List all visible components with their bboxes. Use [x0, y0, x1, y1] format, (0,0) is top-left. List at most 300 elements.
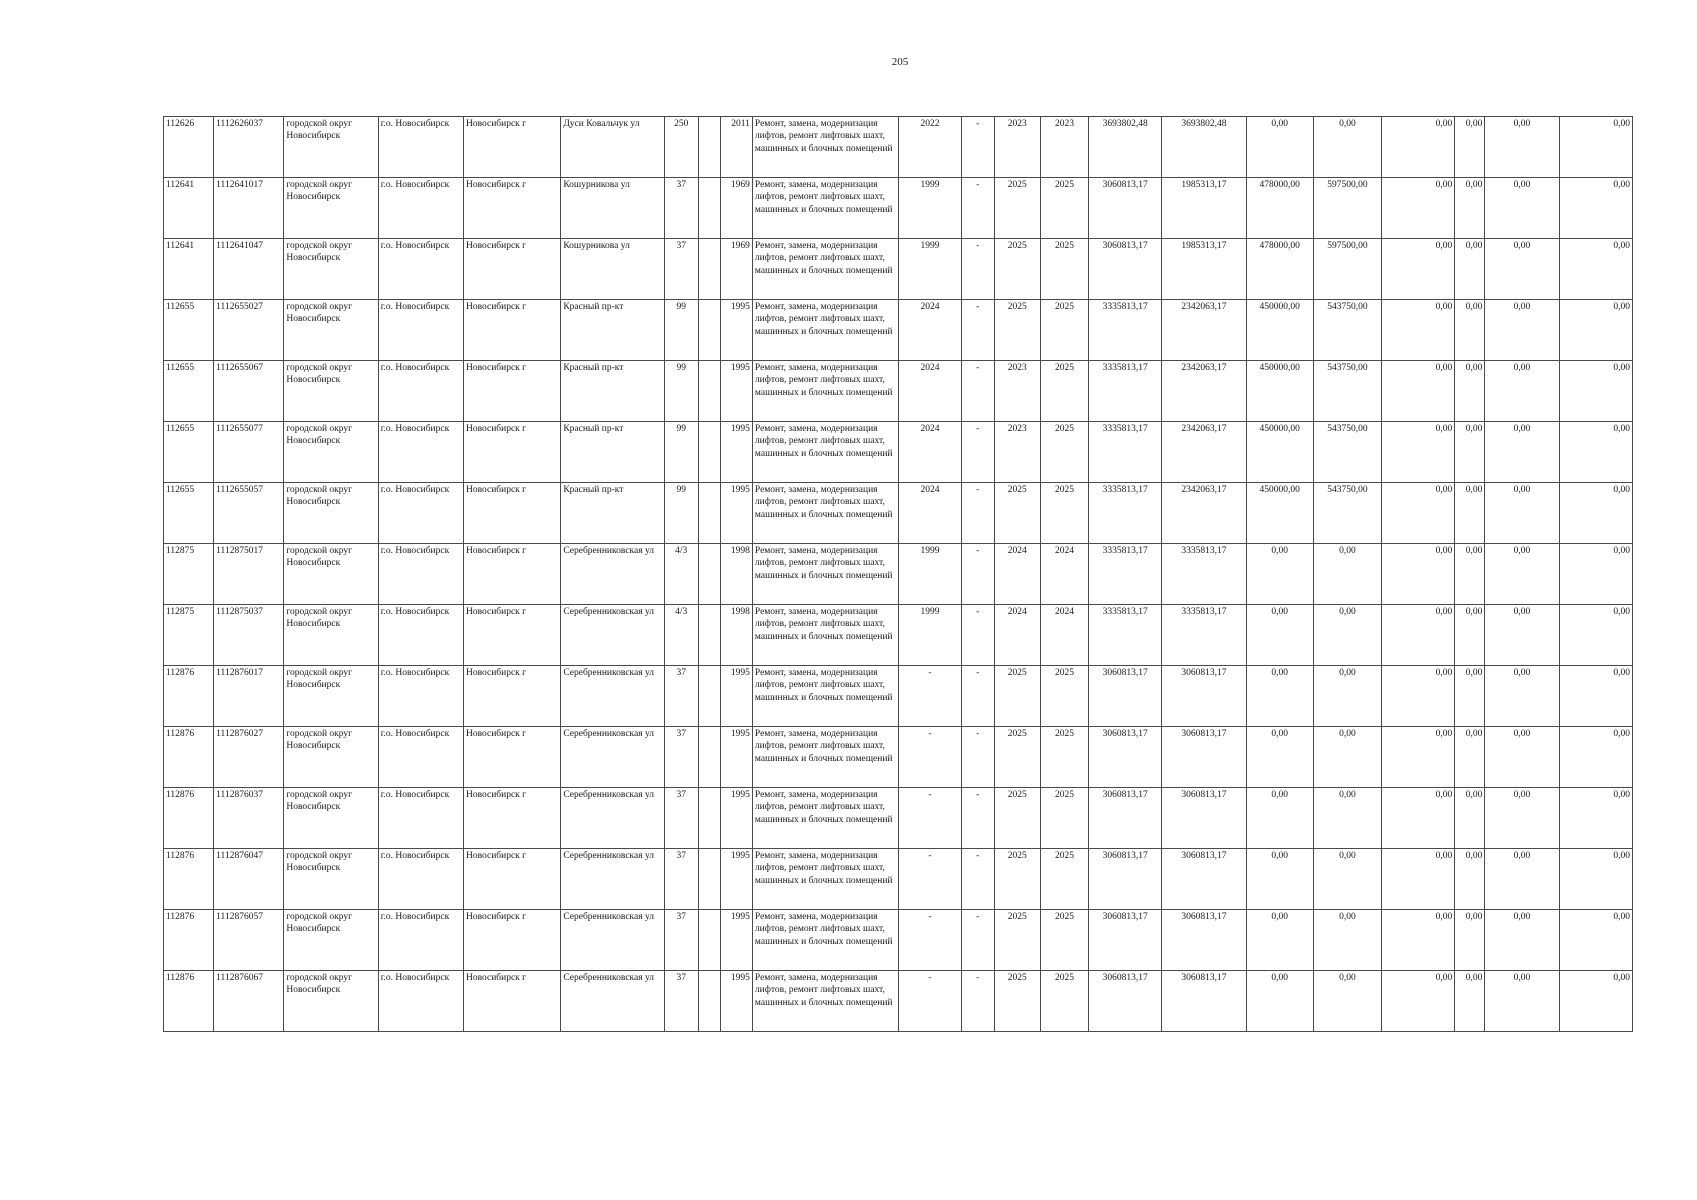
house-number-cell: 99: [664, 300, 698, 361]
object-id-cell: 1112876057: [214, 910, 284, 971]
regional-fund-cost-cell: 3693802,48: [1162, 117, 1246, 178]
work-type-cell: Ремонт, замена, модернизация лифтов, ремонт лифтовых шахт, машинных и блочных помещений: [752, 788, 898, 849]
street-cell: Красный пр-кт: [561, 300, 664, 361]
last-repair-year-cell: 2024: [899, 483, 961, 544]
other-funds-cell: 0,00: [1313, 849, 1381, 910]
extra-funds-cell: 0,00: [1559, 849, 1632, 910]
year-built-cell: 1995: [720, 788, 752, 849]
year-built-cell: 1995: [720, 971, 752, 1032]
object-id-cell: 1112876037: [214, 788, 284, 849]
dash-column-cell: -: [961, 910, 994, 971]
table-row: [164, 483, 1633, 544]
total-cost-cell: 3060813,17: [1089, 178, 1162, 239]
building-cell: [698, 666, 720, 727]
federal-funds-cell: 0,00: [1381, 422, 1454, 483]
settlement-cell: г.о. Новосибирск: [378, 117, 463, 178]
budget-funds-cell: 0,00: [1455, 971, 1485, 1032]
total-cost-cell: 3335813,17: [1089, 361, 1162, 422]
settlement-cell: г.о. Новосибирск: [378, 178, 463, 239]
street-cell: Серебренниковская ул: [561, 971, 664, 1032]
settlement-cell: г.о. Новосибирск: [378, 788, 463, 849]
municipality-cell: городской округ Новосибирск: [284, 300, 378, 361]
last-repair-year-cell: -: [899, 849, 961, 910]
year-built-cell: 1969: [720, 178, 752, 239]
extra-funds-cell: 0,00: [1559, 727, 1632, 788]
total-cost-cell: 3335813,17: [1089, 605, 1162, 666]
last-repair-year-cell: 2024: [899, 422, 961, 483]
federal-funds-cell: 0,00: [1381, 849, 1454, 910]
local-budget-cell: 0,00: [1485, 666, 1559, 727]
table-row: [164, 178, 1633, 239]
plan-start-year-cell: 2024: [994, 544, 1040, 605]
plan-start-year-cell: 2023: [994, 361, 1040, 422]
budget-funds-cell: 0,00: [1455, 117, 1485, 178]
other-funds-cell: 543750,00: [1313, 361, 1381, 422]
object-id-cell: 1112655027: [214, 300, 284, 361]
regional-fund-cost-cell: 1985313,17: [1162, 178, 1246, 239]
work-type-cell: Ремонт, замена, модернизация лифтов, ремонт лифтовых шахт, машинных и блочных помещений: [752, 910, 898, 971]
plan-start-year-cell: 2025: [994, 300, 1040, 361]
other-funds-cell: 0,00: [1313, 666, 1381, 727]
local-budget-cell: 0,00: [1485, 788, 1559, 849]
budget-funds-cell: 0,00: [1455, 483, 1485, 544]
dash-column-cell: -: [961, 605, 994, 666]
municipality-cell: городской округ Новосибирск: [284, 910, 378, 971]
federal-funds-cell: 0,00: [1381, 544, 1454, 605]
regional-fund-cost-cell: 2342063,17: [1162, 483, 1246, 544]
last-repair-year-cell: -: [899, 666, 961, 727]
city-cell: Новосибирск г: [463, 910, 560, 971]
dash-column-cell: -: [961, 849, 994, 910]
plan-end-year-cell: 2025: [1040, 727, 1088, 788]
house-code-cell: 112876: [164, 971, 214, 1032]
plan-end-year-cell: 2025: [1040, 300, 1088, 361]
owners-funds-cell: 0,00: [1246, 666, 1313, 727]
extra-funds-cell: 0,00: [1559, 483, 1632, 544]
street-cell: Серебренниковская ул: [561, 666, 664, 727]
budget-funds-cell: 0,00: [1455, 300, 1485, 361]
other-funds-cell: 597500,00: [1313, 239, 1381, 300]
street-cell: Серебренниковская ул: [561, 727, 664, 788]
house-number-cell: 37: [664, 666, 698, 727]
house-code-cell: 112876: [164, 910, 214, 971]
total-cost-cell: 3335813,17: [1089, 300, 1162, 361]
last-repair-year-cell: 1999: [899, 178, 961, 239]
regional-fund-cost-cell: 3060813,17: [1162, 971, 1246, 1032]
owners-funds-cell: 0,00: [1246, 544, 1313, 605]
dash-column-cell: -: [961, 422, 994, 483]
table-row: [164, 117, 1633, 178]
regional-fund-cost-cell: 3060813,17: [1162, 788, 1246, 849]
owners-funds-cell: 0,00: [1246, 605, 1313, 666]
budget-funds-cell: 0,00: [1455, 605, 1485, 666]
object-id-cell: 1112655057: [214, 483, 284, 544]
year-built-cell: 1995: [720, 483, 752, 544]
owners-funds-cell: 0,00: [1246, 727, 1313, 788]
owners-funds-cell: 478000,00: [1246, 178, 1313, 239]
last-repair-year-cell: 1999: [899, 605, 961, 666]
street-cell: Серебренниковская ул: [561, 849, 664, 910]
dash-column-cell: -: [961, 666, 994, 727]
last-repair-year-cell: 2022: [899, 117, 961, 178]
local-budget-cell: 0,00: [1485, 971, 1559, 1032]
municipality-cell: городской округ Новосибирск: [284, 239, 378, 300]
local-budget-cell: 0,00: [1485, 544, 1559, 605]
street-cell: Красный пр-кт: [561, 422, 664, 483]
settlement-cell: г.о. Новосибирск: [378, 544, 463, 605]
building-cell: [698, 788, 720, 849]
capital-repair-table: [163, 116, 1633, 1032]
street-cell: Красный пр-кт: [561, 361, 664, 422]
regional-fund-cost-cell: 3060813,17: [1162, 666, 1246, 727]
municipality-cell: городской округ Новосибирск: [284, 666, 378, 727]
total-cost-cell: 3335813,17: [1089, 483, 1162, 544]
house-number-cell: 37: [664, 849, 698, 910]
city-cell: Новосибирск г: [463, 849, 560, 910]
extra-funds-cell: 0,00: [1559, 422, 1632, 483]
settlement-cell: г.о. Новосибирск: [378, 849, 463, 910]
house-code-cell: 112641: [164, 178, 214, 239]
house-code-cell: 112626: [164, 117, 214, 178]
dash-column-cell: -: [961, 300, 994, 361]
year-built-cell: 1995: [720, 910, 752, 971]
owners-funds-cell: 0,00: [1246, 910, 1313, 971]
object-id-cell: 1112641017: [214, 178, 284, 239]
work-type-cell: Ремонт, замена, модернизация лифтов, ремонт лифтовых шахт, машинных и блочных помещений: [752, 483, 898, 544]
federal-funds-cell: 0,00: [1381, 910, 1454, 971]
house-number-cell: 37: [664, 788, 698, 849]
last-repair-year-cell: -: [899, 727, 961, 788]
city-cell: Новосибирск г: [463, 117, 560, 178]
local-budget-cell: 0,00: [1485, 239, 1559, 300]
street-cell: Красный пр-кт: [561, 483, 664, 544]
regional-fund-cost-cell: 3335813,17: [1162, 544, 1246, 605]
building-cell: [698, 422, 720, 483]
federal-funds-cell: 0,00: [1381, 483, 1454, 544]
last-repair-year-cell: -: [899, 910, 961, 971]
plan-start-year-cell: 2024: [994, 605, 1040, 666]
house-number-cell: 37: [664, 971, 698, 1032]
building-cell: [698, 361, 720, 422]
work-type-cell: Ремонт, замена, модернизация лифтов, ремонт лифтовых шахт, машинных и блочных помещений: [752, 178, 898, 239]
local-budget-cell: 0,00: [1485, 849, 1559, 910]
city-cell: Новосибирск г: [463, 422, 560, 483]
city-cell: Новосибирск г: [463, 239, 560, 300]
table-row: [164, 971, 1633, 1032]
object-id-cell: 1112876067: [214, 971, 284, 1032]
total-cost-cell: 3060813,17: [1089, 849, 1162, 910]
other-funds-cell: 0,00: [1313, 910, 1381, 971]
plan-end-year-cell: 2025: [1040, 178, 1088, 239]
municipality-cell: городской округ Новосибирск: [284, 178, 378, 239]
building-cell: [698, 178, 720, 239]
plan-start-year-cell: 2025: [994, 178, 1040, 239]
plan-end-year-cell: 2025: [1040, 971, 1088, 1032]
object-id-cell: 1112641047: [214, 239, 284, 300]
total-cost-cell: 3060813,17: [1089, 788, 1162, 849]
budget-funds-cell: 0,00: [1455, 361, 1485, 422]
house-number-cell: 37: [664, 910, 698, 971]
dash-column-cell: -: [961, 971, 994, 1032]
city-cell: Новосибирск г: [463, 483, 560, 544]
city-cell: Новосибирск г: [463, 727, 560, 788]
budget-funds-cell: 0,00: [1455, 910, 1485, 971]
local-budget-cell: 0,00: [1485, 117, 1559, 178]
table-row: [164, 849, 1633, 910]
total-cost-cell: 3060813,17: [1089, 910, 1162, 971]
federal-funds-cell: 0,00: [1381, 361, 1454, 422]
federal-funds-cell: 0,00: [1381, 727, 1454, 788]
work-type-cell: Ремонт, замена, модернизация лифтов, ремонт лифтовых шахт, машинных и блочных помещений: [752, 117, 898, 178]
street-cell: Серебренниковская ул: [561, 788, 664, 849]
dash-column-cell: -: [961, 483, 994, 544]
house-number-cell: 37: [664, 727, 698, 788]
plan-start-year-cell: 2023: [994, 117, 1040, 178]
street-cell: Кошурникова ул: [561, 239, 664, 300]
other-funds-cell: 0,00: [1313, 605, 1381, 666]
total-cost-cell: 3335813,17: [1089, 544, 1162, 605]
extra-funds-cell: 0,00: [1559, 788, 1632, 849]
federal-funds-cell: 0,00: [1381, 788, 1454, 849]
page-number: 205: [891, 56, 909, 68]
local-budget-cell: 0,00: [1485, 361, 1559, 422]
house-code-cell: 112875: [164, 605, 214, 666]
object-id-cell: 1112876017: [214, 666, 284, 727]
other-funds-cell: 0,00: [1313, 117, 1381, 178]
dash-column-cell: -: [961, 239, 994, 300]
regional-fund-cost-cell: 2342063,17: [1162, 422, 1246, 483]
owners-funds-cell: 450000,00: [1246, 300, 1313, 361]
house-number-cell: 99: [664, 422, 698, 483]
work-type-cell: Ремонт, замена, модернизация лифтов, ремонт лифтовых шахт, машинных и блочных помещений: [752, 605, 898, 666]
federal-funds-cell: 0,00: [1381, 666, 1454, 727]
extra-funds-cell: 0,00: [1559, 666, 1632, 727]
total-cost-cell: 3335813,17: [1089, 422, 1162, 483]
plan-start-year-cell: 2025: [994, 788, 1040, 849]
local-budget-cell: 0,00: [1485, 483, 1559, 544]
table-row: [164, 727, 1633, 788]
house-code-cell: 112876: [164, 849, 214, 910]
dash-column-cell: -: [961, 178, 994, 239]
dash-column-cell: -: [961, 788, 994, 849]
house-code-cell: 112876: [164, 727, 214, 788]
total-cost-cell: 3060813,17: [1089, 727, 1162, 788]
work-type-cell: Ремонт, замена, модернизация лифтов, ремонт лифтовых шахт, машинных и блочных помещений: [752, 239, 898, 300]
local-budget-cell: 0,00: [1485, 300, 1559, 361]
street-cell: Серебренниковская ул: [561, 910, 664, 971]
owners-funds-cell: 478000,00: [1246, 239, 1313, 300]
year-built-cell: 1995: [720, 727, 752, 788]
budget-funds-cell: 0,00: [1455, 788, 1485, 849]
table-row: [164, 361, 1633, 422]
other-funds-cell: 543750,00: [1313, 422, 1381, 483]
building-cell: [698, 910, 720, 971]
regional-fund-cost-cell: 2342063,17: [1162, 361, 1246, 422]
settlement-cell: г.о. Новосибирск: [378, 727, 463, 788]
local-budget-cell: 0,00: [1485, 605, 1559, 666]
object-id-cell: 1112626037: [214, 117, 284, 178]
building-cell: [698, 300, 720, 361]
plan-end-year-cell: 2025: [1040, 239, 1088, 300]
plan-end-year-cell: 2025: [1040, 910, 1088, 971]
plan-end-year-cell: 2025: [1040, 422, 1088, 483]
work-type-cell: Ремонт, замена, модернизация лифтов, ремонт лифтовых шахт, машинных и блочных помещений: [752, 849, 898, 910]
table-row: [164, 300, 1633, 361]
street-cell: Серебренниковская ул: [561, 544, 664, 605]
municipality-cell: городской округ Новосибирск: [284, 544, 378, 605]
regional-fund-cost-cell: 3335813,17: [1162, 605, 1246, 666]
total-cost-cell: 3693802,48: [1089, 117, 1162, 178]
table-row: [164, 788, 1633, 849]
object-id-cell: 1112655067: [214, 361, 284, 422]
local-budget-cell: 0,00: [1485, 422, 1559, 483]
year-built-cell: 1995: [720, 422, 752, 483]
year-built-cell: 1998: [720, 544, 752, 605]
table-row: [164, 910, 1633, 971]
work-type-cell: Ремонт, замена, модернизация лифтов, ремонт лифтовых шахт, машинных и блочных помещений: [752, 361, 898, 422]
extra-funds-cell: 0,00: [1559, 605, 1632, 666]
total-cost-cell: 3060813,17: [1089, 666, 1162, 727]
city-cell: Новосибирск г: [463, 666, 560, 727]
local-budget-cell: 0,00: [1485, 727, 1559, 788]
table-row: [164, 544, 1633, 605]
regional-fund-cost-cell: 2342063,17: [1162, 300, 1246, 361]
house-number-cell: 99: [664, 483, 698, 544]
plan-start-year-cell: 2025: [994, 971, 1040, 1032]
owners-funds-cell: 0,00: [1246, 971, 1313, 1032]
budget-funds-cell: 0,00: [1455, 727, 1485, 788]
house-code-cell: 112655: [164, 361, 214, 422]
owners-funds-cell: 450000,00: [1246, 422, 1313, 483]
settlement-cell: г.о. Новосибирск: [378, 910, 463, 971]
work-type-cell: Ремонт, замена, модернизация лифтов, ремонт лифтовых шахт, машинных и блочных помещений: [752, 727, 898, 788]
building-cell: [698, 605, 720, 666]
dash-column-cell: -: [961, 544, 994, 605]
plan-start-year-cell: 2025: [994, 910, 1040, 971]
total-cost-cell: 3060813,17: [1089, 239, 1162, 300]
plan-start-year-cell: 2025: [994, 849, 1040, 910]
plan-end-year-cell: 2025: [1040, 666, 1088, 727]
city-cell: Новосибирск г: [463, 178, 560, 239]
work-type-cell: Ремонт, замена, модернизация лифтов, ремонт лифтовых шахт, машинных и блочных помещений: [752, 971, 898, 1032]
city-cell: Новосибирск г: [463, 971, 560, 1032]
work-type-cell: Ремонт, замена, модернизация лифтов, ремонт лифтовых шахт, машинных и блочных помещений: [752, 300, 898, 361]
plan-end-year-cell: 2025: [1040, 361, 1088, 422]
plan-end-year-cell: 2025: [1040, 788, 1088, 849]
object-id-cell: 1112875017: [214, 544, 284, 605]
last-repair-year-cell: 2024: [899, 300, 961, 361]
local-budget-cell: 0,00: [1485, 910, 1559, 971]
street-cell: Дуси Ковальчук ул: [561, 117, 664, 178]
extra-funds-cell: 0,00: [1559, 910, 1632, 971]
municipality-cell: городской округ Новосибирск: [284, 605, 378, 666]
other-funds-cell: 0,00: [1313, 544, 1381, 605]
building-cell: [698, 239, 720, 300]
other-funds-cell: 543750,00: [1313, 300, 1381, 361]
extra-funds-cell: 0,00: [1559, 361, 1632, 422]
plan-start-year-cell: 2025: [994, 727, 1040, 788]
object-id-cell: 1112876027: [214, 727, 284, 788]
last-repair-year-cell: -: [899, 788, 961, 849]
house-number-cell: 4/3: [664, 605, 698, 666]
year-built-cell: 1995: [720, 361, 752, 422]
settlement-cell: г.о. Новосибирск: [378, 971, 463, 1032]
plan-end-year-cell: 2024: [1040, 544, 1088, 605]
year-built-cell: 2011: [720, 117, 752, 178]
extra-funds-cell: 0,00: [1559, 117, 1632, 178]
budget-funds-cell: 0,00: [1455, 849, 1485, 910]
settlement-cell: г.о. Новосибирск: [378, 422, 463, 483]
house-number-cell: 250: [664, 117, 698, 178]
plan-end-year-cell: 2023: [1040, 117, 1088, 178]
other-funds-cell: 0,00: [1313, 788, 1381, 849]
city-cell: Новосибирск г: [463, 544, 560, 605]
extra-funds-cell: 0,00: [1559, 971, 1632, 1032]
total-cost-cell: 3060813,17: [1089, 971, 1162, 1032]
plan-start-year-cell: 2025: [994, 239, 1040, 300]
building-cell: [698, 117, 720, 178]
budget-funds-cell: 0,00: [1455, 178, 1485, 239]
municipality-cell: городской округ Новосибирск: [284, 849, 378, 910]
plan-end-year-cell: 2025: [1040, 483, 1088, 544]
last-repair-year-cell: -: [899, 971, 961, 1032]
plan-end-year-cell: 2025: [1040, 849, 1088, 910]
object-id-cell: 1112876047: [214, 849, 284, 910]
regional-fund-cost-cell: 1985313,17: [1162, 239, 1246, 300]
owners-funds-cell: 450000,00: [1246, 483, 1313, 544]
municipality-cell: городской округ Новосибирск: [284, 422, 378, 483]
settlement-cell: г.о. Новосибирск: [378, 361, 463, 422]
city-cell: Новосибирск г: [463, 300, 560, 361]
extra-funds-cell: 0,00: [1559, 239, 1632, 300]
dash-column-cell: -: [961, 361, 994, 422]
other-funds-cell: 0,00: [1313, 971, 1381, 1032]
federal-funds-cell: 0,00: [1381, 178, 1454, 239]
street-cell: Серебренниковская ул: [561, 605, 664, 666]
municipality-cell: городской округ Новосибирск: [284, 788, 378, 849]
owners-funds-cell: 0,00: [1246, 849, 1313, 910]
settlement-cell: г.о. Новосибирск: [378, 300, 463, 361]
work-type-cell: Ремонт, замена, модернизация лифтов, ремонт лифтовых шахт, машинных и блочных помещений: [752, 544, 898, 605]
plan-start-year-cell: 2025: [994, 666, 1040, 727]
year-built-cell: 1995: [720, 300, 752, 361]
municipality-cell: городской округ Новосибирск: [284, 361, 378, 422]
owners-funds-cell: 450000,00: [1246, 361, 1313, 422]
budget-funds-cell: 0,00: [1455, 544, 1485, 605]
municipality-cell: городской округ Новосибирск: [284, 117, 378, 178]
dash-column-cell: -: [961, 117, 994, 178]
house-code-cell: 112876: [164, 666, 214, 727]
building-cell: [698, 727, 720, 788]
budget-funds-cell: 0,00: [1455, 422, 1485, 483]
work-type-cell: Ремонт, замена, модернизация лифтов, ремонт лифтовых шахт, машинных и блочных помещений: [752, 422, 898, 483]
owners-funds-cell: 0,00: [1246, 788, 1313, 849]
extra-funds-cell: 0,00: [1559, 300, 1632, 361]
house-code-cell: 112655: [164, 300, 214, 361]
federal-funds-cell: 0,00: [1381, 239, 1454, 300]
house-code-cell: 112641: [164, 239, 214, 300]
city-cell: Новосибирск г: [463, 788, 560, 849]
dash-column-cell: -: [961, 727, 994, 788]
regional-fund-cost-cell: 3060813,17: [1162, 849, 1246, 910]
last-repair-year-cell: 1999: [899, 544, 961, 605]
object-id-cell: 1112655077: [214, 422, 284, 483]
extra-funds-cell: 0,00: [1559, 544, 1632, 605]
other-funds-cell: 543750,00: [1313, 483, 1381, 544]
house-code-cell: 112875: [164, 544, 214, 605]
table-row: [164, 239, 1633, 300]
street-cell: Кошурникова ул: [561, 178, 664, 239]
